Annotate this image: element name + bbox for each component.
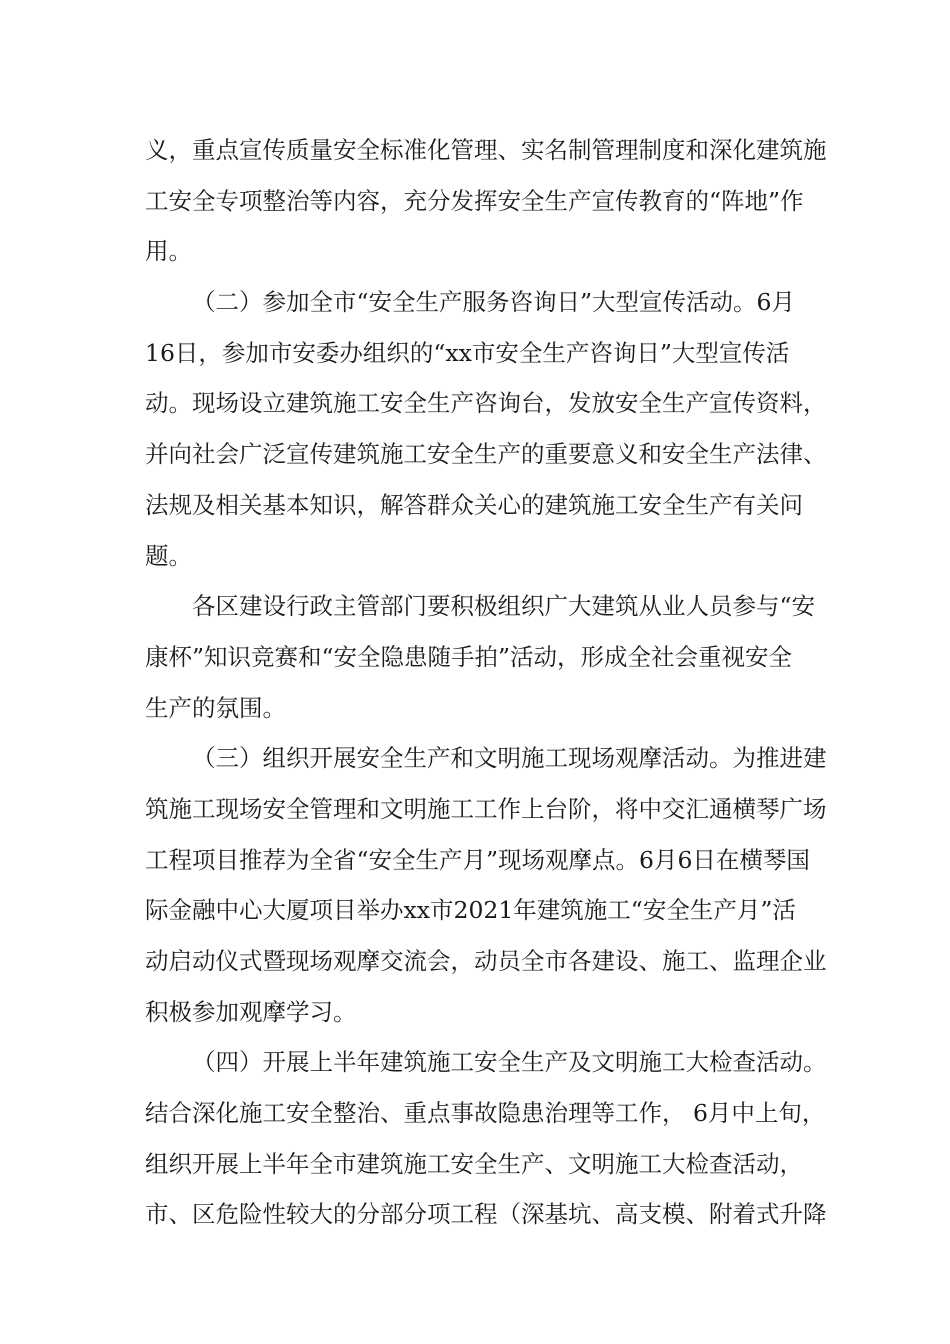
text-line: 筑施工现场安全管理和文明施工工作上台阶，将中交汇通横琴广场 <box>145 794 827 823</box>
text-line: 结合深化施工安全整治、重点事故隐患治理等工作， 6月中上旬， <box>145 1099 826 1128</box>
text-line: 工程项目推荐为全省“安全生产月”现场观摩点。6月6日在横琴国 <box>145 845 810 874</box>
paragraph-4 <box>145 733 827 1037</box>
text-line: 生产的氛围。 <box>145 693 286 722</box>
text-line: 市、区危险性较大的分部分项工程（深基坑、高支模、附着式升降 <box>145 1200 827 1229</box>
text-line: 组织开展上半年全市建筑施工安全生产、文明施工大检查活动， <box>145 1149 803 1178</box>
text-line: 工安全专项整治等内容，充分发挥安全生产宣传教育的“阵地”作 <box>145 186 804 215</box>
document-body <box>145 125 827 1240</box>
text-line: 用。 <box>145 237 192 266</box>
text-line: 康杯”知识竞赛和“安全隐患随手拍”活动，形成全社会重视安全 <box>145 642 793 671</box>
text-line: 16日，参加市安委办组织的“xx市安全生产咨询日”大型宣传活 <box>145 338 790 367</box>
text-line: 积极参加观摩学习。 <box>145 997 357 1026</box>
text-line: 义，重点宣传质量安全标准化管理、实名制管理制度和深化建筑施 <box>145 136 827 164</box>
text-line: 法规及相关基本知识，解答群众关心的建筑施工安全生产有关问 <box>145 490 803 519</box>
text-line: 并向社会广泛宣传建筑施工安全生产的重要意义和安全生产法律、 <box>145 440 827 469</box>
text-line: （三）组织开展安全生产和文明施工现场观摩活动。为推进建 <box>192 744 827 773</box>
text-line: 际金融中心大厦项目举办xx市2021年建筑施工“安全生产月”活 <box>145 896 796 925</box>
paragraph-3 <box>145 581 816 733</box>
text-line: 题。 <box>145 541 192 570</box>
text-line: 动启动仪式暨现场观摩交流会，动员全市各建设、施工、监理企业 <box>145 947 827 975</box>
paragraph-5 <box>145 1037 827 1240</box>
paragraph-2 <box>145 277 827 581</box>
text-line: 各区建设行政主管部门要积极组织广大建筑从业人员参与“安 <box>192 592 816 621</box>
text-line: （二）参加全市“安全生产服务咨询日”大型宣传活动。6月 <box>192 288 795 317</box>
text-line: 动。现场设立建筑施工安全生产咨询台，发放安全生产宣传资料， <box>145 389 827 418</box>
text-line: （四）开展上半年建筑施工安全生产及文明施工大检查活动。 <box>192 1048 827 1077</box>
paragraph-1 <box>145 125 827 277</box>
